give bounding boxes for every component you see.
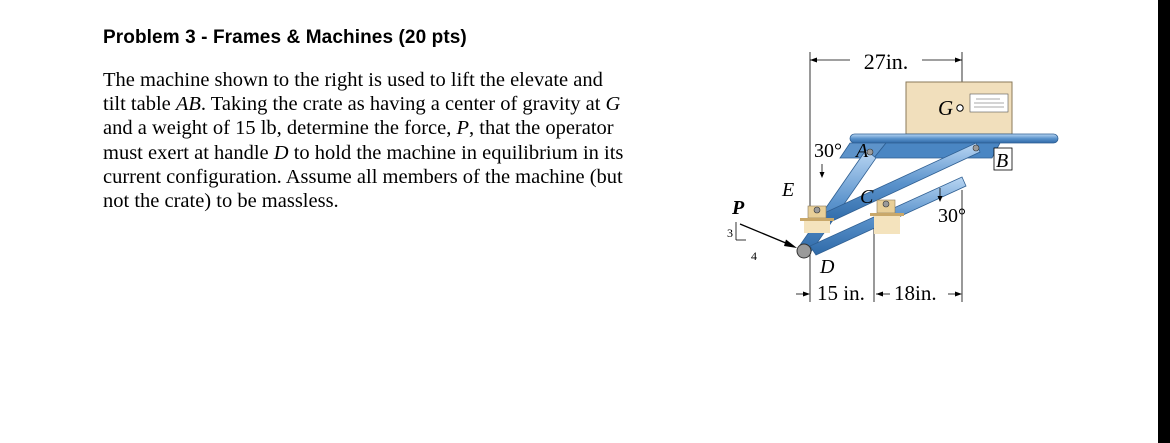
machine-diagram (700, 40, 1070, 315)
dim-right-label: 18in. (894, 281, 937, 305)
angle-a-label: 30° (814, 140, 842, 162)
pin-d (797, 244, 811, 258)
crate (906, 82, 1012, 134)
support-c (870, 200, 904, 234)
force-p (727, 197, 797, 263)
slope-run: 4 (751, 249, 757, 263)
statement-line-2: tilt table AB. Taking the crate as having a center of gravity at G (103, 93, 621, 116)
label-p: P (732, 197, 745, 219)
dimension-bottom (796, 281, 962, 305)
statement-line-4: must exert at handle D to hold the machine in equilibrium in its (103, 141, 624, 164)
label-e: E (782, 179, 795, 201)
pin-b (973, 145, 979, 151)
statement-line-1: The machine shown to the right is used to lift the elevate and (103, 69, 603, 91)
label-b: B (996, 150, 1009, 172)
table-ab (840, 134, 1058, 158)
label-g: G (938, 96, 954, 120)
label-a: A (856, 140, 869, 162)
statement-line-6: not the crate) to be massless. (103, 190, 339, 213)
label-d: D (820, 256, 835, 278)
problem-title: Problem 3 - Frames & Machines (20 pts) (103, 27, 467, 48)
statement-line-5: current configuration. Assume all members of the machine (but (103, 165, 623, 188)
slope-rise: 3 (727, 226, 733, 240)
angle-b-label: 30° (938, 205, 966, 227)
label-c: C (860, 186, 874, 208)
center-of-gravity-g (957, 105, 963, 111)
problem-statement (103, 68, 683, 213)
dim-top-label: 27in. (863, 49, 909, 74)
dim-left-label: 15 in. (817, 281, 865, 305)
statement-line-3: and a weight of 15 lb, determine the force, P, that the operator (103, 117, 614, 140)
